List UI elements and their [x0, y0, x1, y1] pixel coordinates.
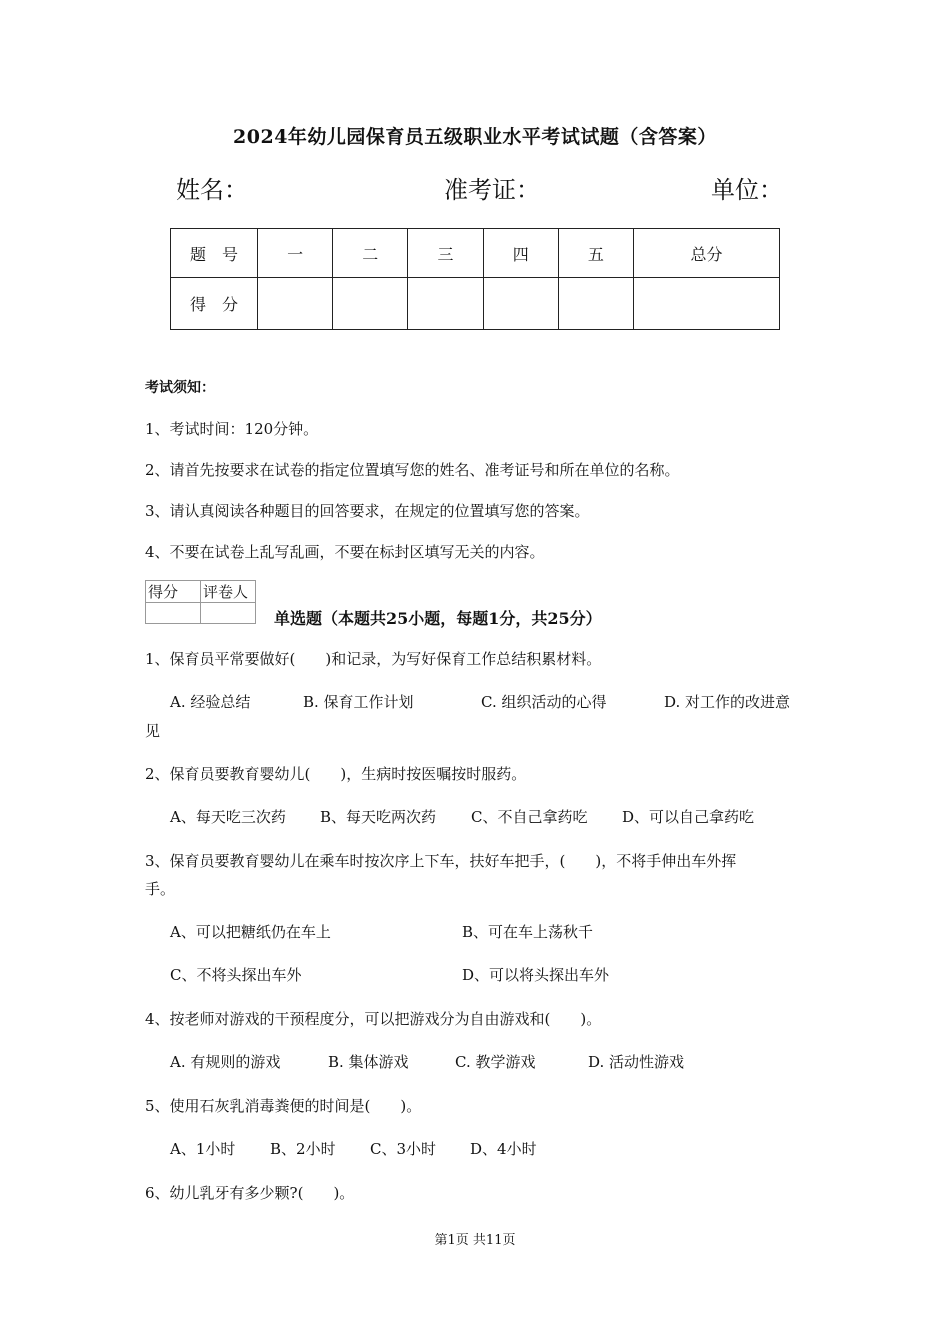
score-cell[interactable]: [258, 278, 333, 330]
score-header-total: 总分: [634, 229, 780, 278]
notice-item: 2、请首先按要求在试卷的指定位置填写您的姓名、准考证号和所在单位的名称。: [145, 461, 680, 479]
unit-label: 单位：: [711, 176, 783, 204]
option[interactable]: B. 保育工作计划: [303, 693, 414, 711]
question-stem: 4、按老师对游戏的干预程度分，可以把游戏分为自由游戏和( )。: [145, 1010, 602, 1028]
score-row-label: 得 分: [171, 278, 258, 330]
option[interactable]: C、不将头探出车外: [170, 966, 302, 984]
score-header-cell: 四: [483, 229, 558, 278]
option[interactable]: C、3小时: [370, 1140, 437, 1158]
notice-item: 4、不要在试卷上乱写乱画，不要在标封区填写无关的内容。: [145, 543, 545, 561]
option[interactable]: D、可以将头探出车外: [462, 966, 610, 984]
score-header-label: 题 号: [171, 229, 258, 278]
score-header-cell: 二: [333, 229, 408, 278]
score-table-header-row: [171, 229, 780, 278]
option-wrap: 见: [145, 722, 161, 740]
option[interactable]: A. 有规则的游戏: [170, 1053, 281, 1071]
score-header-cell: 五: [558, 229, 633, 278]
score-cell[interactable]: [333, 278, 408, 330]
notice-heading: 考试须知：: [145, 380, 215, 396]
question-stem: 5、使用石灰乳消毒粪便的时间是( )。: [145, 1097, 422, 1115]
score-cell[interactable]: [558, 278, 633, 330]
notice-item: 1、考试时间：120分钟。: [145, 420, 319, 438]
option[interactable]: D. 对工作的改进意: [664, 693, 791, 711]
score-cell[interactable]: [408, 278, 483, 330]
option[interactable]: D、4小时: [470, 1140, 537, 1158]
grader-score-cell[interactable]: [146, 603, 201, 624]
score-table-score-row: [171, 278, 780, 330]
option[interactable]: A、每天吃三次药: [170, 808, 286, 826]
option[interactable]: D. 活动性游戏: [588, 1053, 685, 1071]
option[interactable]: B、可在车上荡秋千: [462, 923, 594, 941]
grader-name-cell[interactable]: [201, 603, 256, 624]
question-stem: 2、保育员要教育婴幼儿( )，生病时按医嘱按时服药。: [145, 765, 527, 783]
option[interactable]: B. 集体游戏: [328, 1053, 409, 1071]
score-header-cell: 三: [408, 229, 483, 278]
option[interactable]: C. 教学游戏: [455, 1053, 536, 1071]
question-stem: 3、保育员要教育婴幼儿在乘车时按次序上下车，扶好车把手，( )，不将手伸出车外挥: [145, 852, 737, 870]
page-footer: 第1页 共11页: [434, 1233, 516, 1248]
option[interactable]: C. 组织活动的心得: [481, 693, 607, 711]
grader-name-label: 评卷人: [201, 581, 256, 603]
score-table: [170, 228, 780, 330]
question-stem-wrap: 手。: [145, 880, 176, 898]
option[interactable]: C、不自己拿药吃: [471, 808, 588, 826]
option[interactable]: A. 经验总结: [170, 693, 251, 711]
option[interactable]: A、1小时: [170, 1140, 236, 1158]
section-heading: 单选题（本题共25小题，每题1分，共25分）: [274, 609, 602, 628]
grader-score-label: 得分: [146, 581, 201, 603]
score-header-cell: 一: [258, 229, 333, 278]
notice-item: 3、请认真阅读各种题目的回答要求，在规定的位置填写您的答案。: [145, 502, 590, 520]
option[interactable]: A、可以把糖纸仍在车上: [170, 923, 331, 941]
question-stem: 6、幼儿乳牙有多少颗?( )。: [145, 1184, 355, 1202]
exam-id-label: 准考证：: [444, 176, 540, 204]
option[interactable]: B、2小时: [270, 1140, 336, 1158]
option[interactable]: B、每天吃两次药: [320, 808, 437, 826]
document-title: 2024年幼儿园保育员五级职业水平考试试题（含答案）: [233, 126, 717, 148]
name-label: 姓名：: [176, 176, 248, 204]
score-cell[interactable]: [483, 278, 558, 330]
option[interactable]: D、可以自己拿药吃: [622, 808, 755, 826]
question-stem: 1、保育员平常要做好( )和记录，为写好保育工作总结积累材料。: [145, 650, 602, 668]
grader-box: [145, 580, 256, 624]
score-cell[interactable]: [634, 278, 780, 330]
